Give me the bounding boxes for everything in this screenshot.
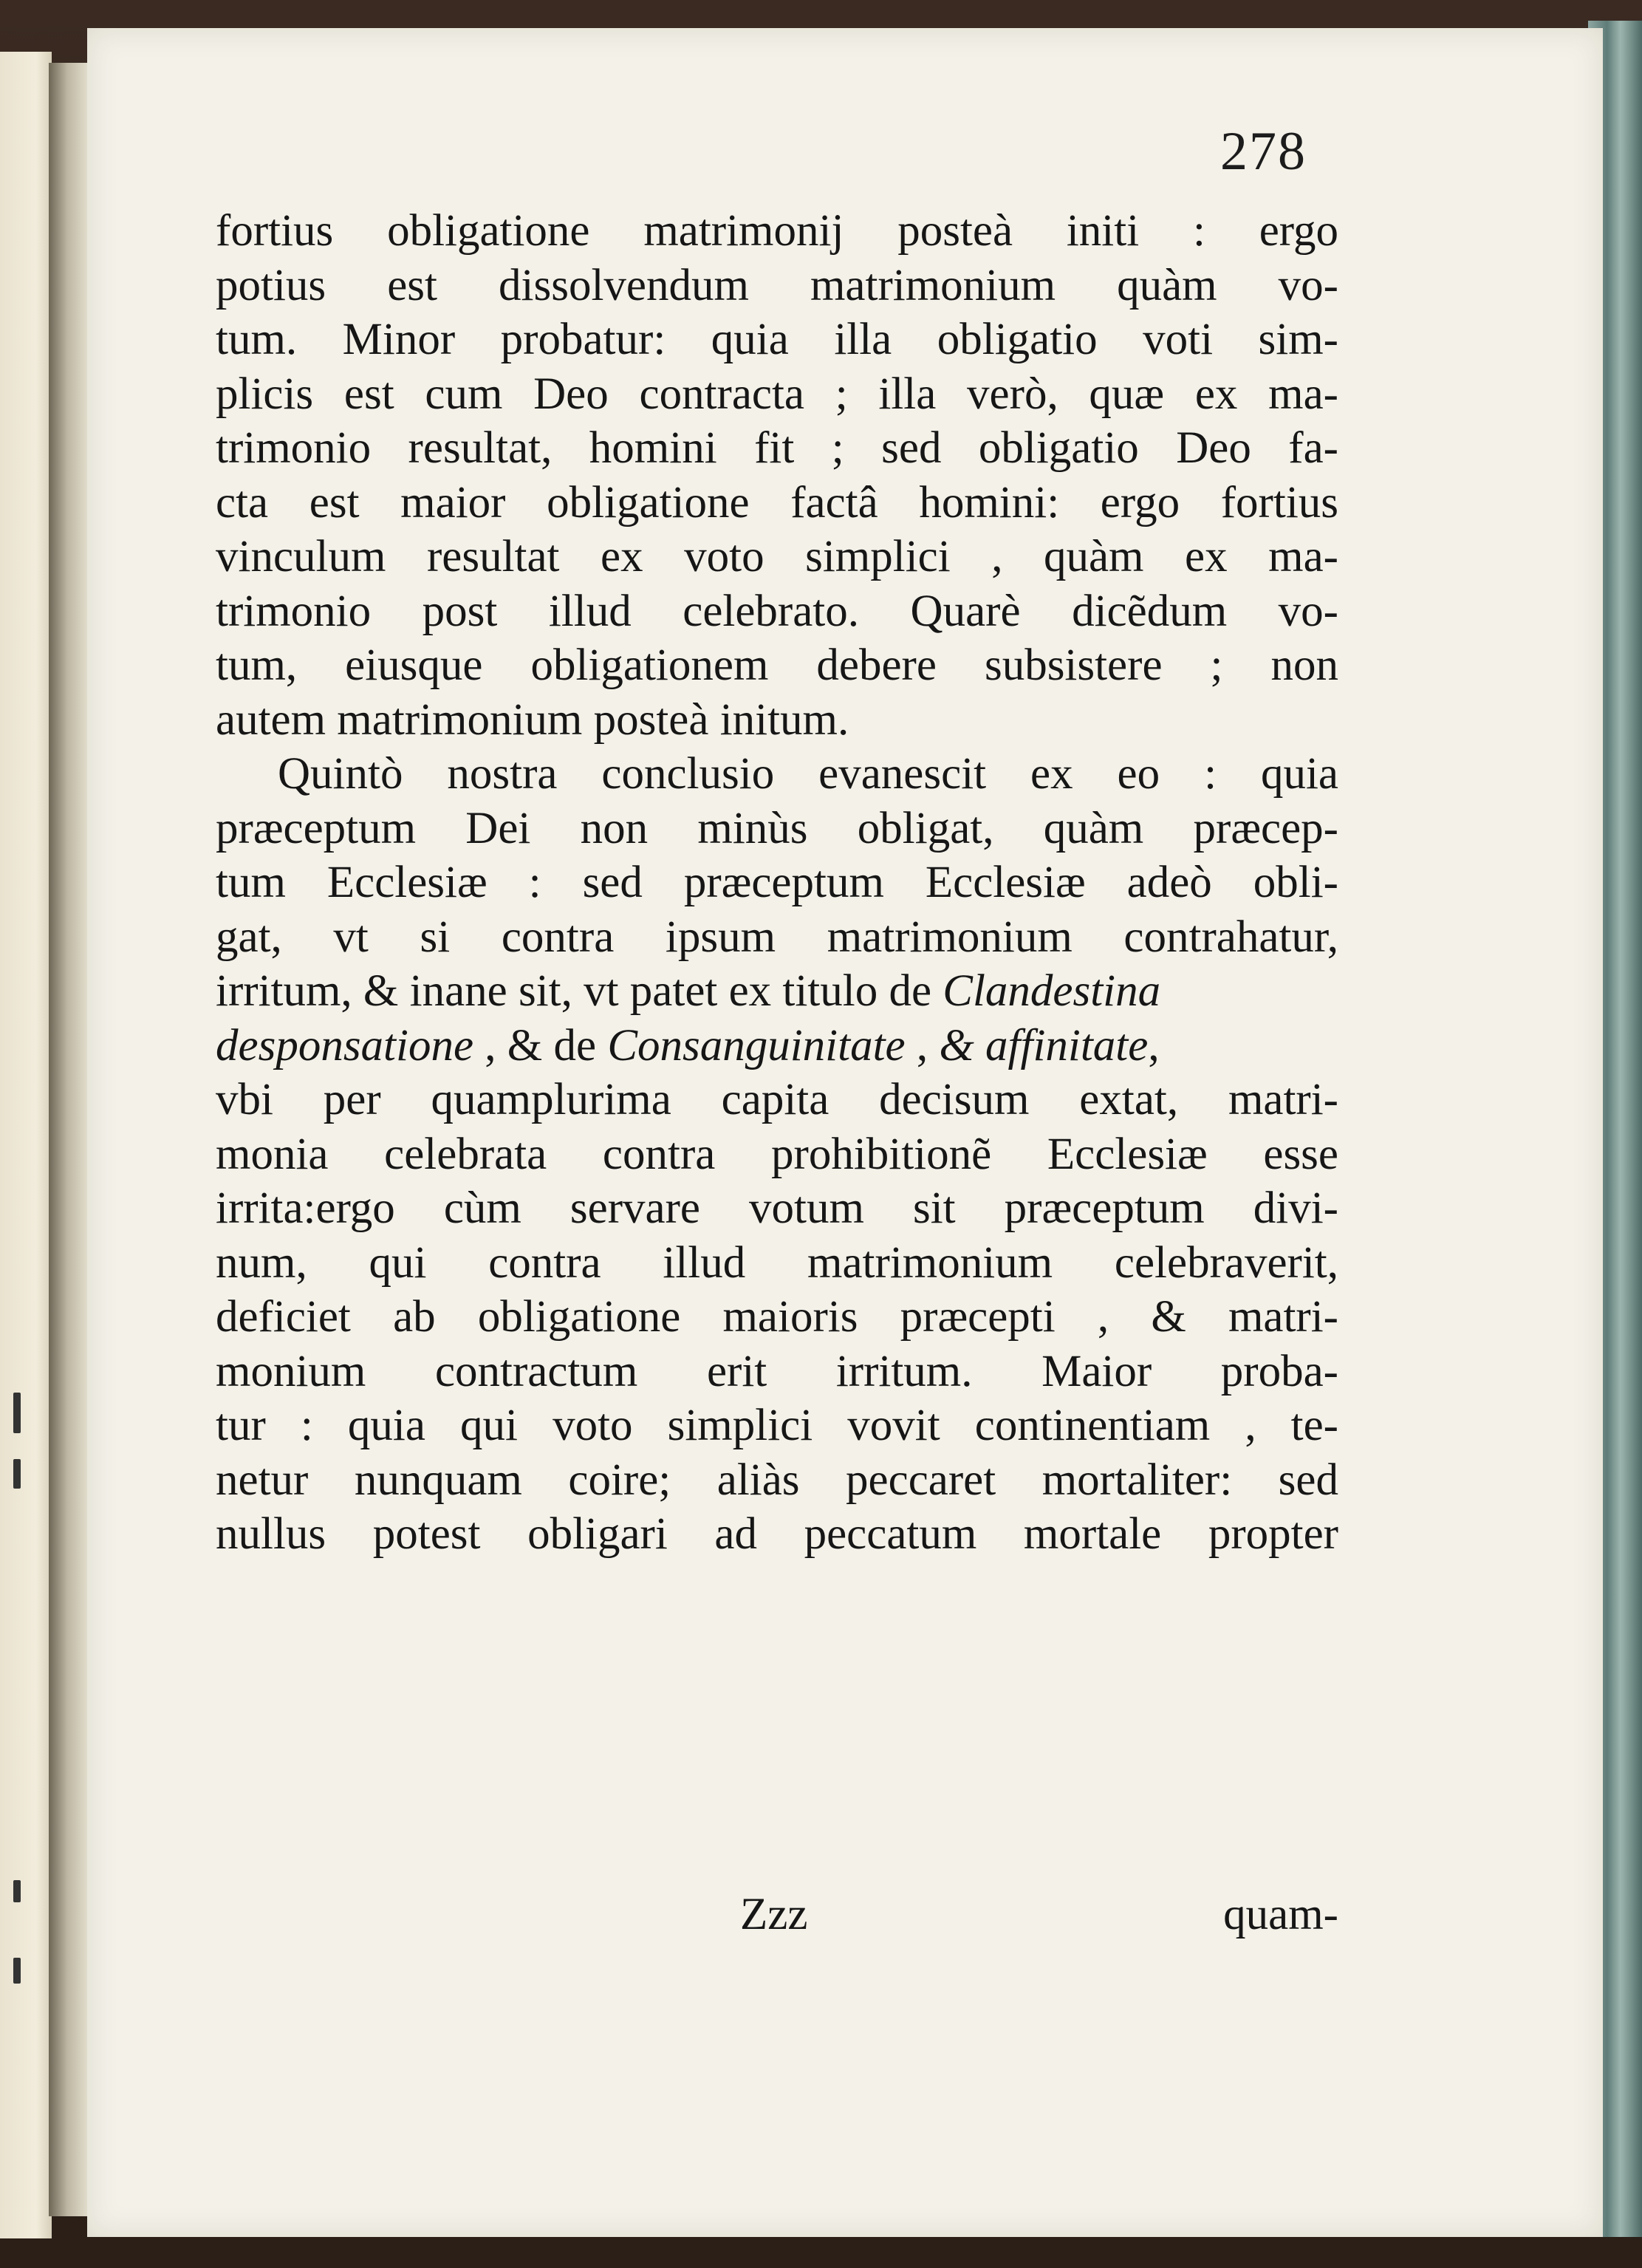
- text-line: cta est maior obligatione factâ homini: ergo fortius: [216, 477, 1338, 527]
- text-line: tum Ecclesiæ : sed præceptum Ecclesiæ adeò obli-: [216, 858, 1338, 907]
- text-line: tum. Minor probatur: quia illa obligatio voti sim-: [216, 315, 1338, 364]
- body-text: [216, 204, 1338, 1562]
- text-line: vbi per quamplurima capita decisum extat, matri-: [216, 1075, 1338, 1124]
- text-line: irrita:ergo cùm servare votum sit præceptum divi-: [216, 1183, 1338, 1233]
- book-gutter-shadow: [49, 63, 90, 2216]
- text-line: præceptum Dei non minùs obligat, quàm præcep-: [216, 803, 1338, 853]
- left-page-mark: [13, 1459, 21, 1489]
- text-line-with-italic: [216, 964, 1338, 1019]
- text-segment: irritum, & inane sit, vt patet ex titulo de: [216, 966, 943, 1016]
- left-page-mark: [13, 1880, 21, 1902]
- italic-title: Clandestina: [943, 966, 1161, 1016]
- text-line: gat, vt si contra ipsum matrimonium contrahatur,: [216, 912, 1338, 962]
- text-line: tum, eiusque obligationem debere subsistere ; non: [216, 641, 1338, 690]
- text-line-with-italic: [216, 1019, 1338, 1073]
- paragraph-start-line: Quintò nostra conclusio evanescit ex eo : quia: [278, 749, 1338, 799]
- text-line: fortius obligatione matrimonij posteà initi : ergo: [216, 206, 1338, 256]
- text-line: netur nunquam coire; aliàs peccaret mortaliter: sed: [216, 1455, 1338, 1505]
- left-page-mark: [13, 1393, 21, 1433]
- text-line: deficiet ab obligatione maioris præcepti , & matri-: [216, 1292, 1338, 1342]
- signature-mark: Zzz: [740, 1890, 808, 1939]
- text-line: nullus potest obligari ad peccatum mortale propter: [216, 1509, 1338, 1559]
- italic-title: desponsatione: [216, 1020, 474, 1070]
- text-line: potius est dissolvendum matrimonium quàm vo-: [216, 260, 1338, 310]
- italic-title: Consanguinitate: [607, 1020, 906, 1070]
- page-footer: [216, 1889, 1338, 1948]
- left-page-mark: [13, 1958, 21, 1984]
- text-line: trimonio post illud celebrato. Quarè dicẽdum vo-: [216, 586, 1338, 636]
- text-segment: , & de: [473, 1020, 608, 1070]
- text-line: plicis est cum Deo contracta ; illa verò, quæ ex ma-: [216, 369, 1338, 419]
- text-line: autem matrimonium posteà initum.: [216, 694, 849, 745]
- text-line: vinculum resultat ex voto simplici , quàm ex ma-: [216, 532, 1338, 581]
- text-line: monium contractum erit irritum. Maior proba-: [216, 1346, 1338, 1396]
- text-segment: ,: [905, 1020, 940, 1070]
- text-line: trimonio resultat, homini fit ; sed obligatio Deo fa-: [216, 423, 1338, 473]
- page-number: 278: [1220, 121, 1307, 182]
- text-line: num, qui contra illud matrimonium celebraverit,: [216, 1237, 1338, 1288]
- text-line: tur : quia qui voto simplici vovit continentiam , te-: [216, 1401, 1338, 1450]
- italic-title: & affinitate: [939, 1020, 1149, 1070]
- text-segment: ,: [1148, 1020, 1160, 1070]
- left-facing-page-edge: [0, 52, 52, 2238]
- catchword: quam-: [1223, 1890, 1338, 1939]
- text-line: monia celebrata contra prohibitionẽ Ecclesiæ esse: [216, 1129, 1338, 1179]
- book-page: [87, 28, 1603, 2237]
